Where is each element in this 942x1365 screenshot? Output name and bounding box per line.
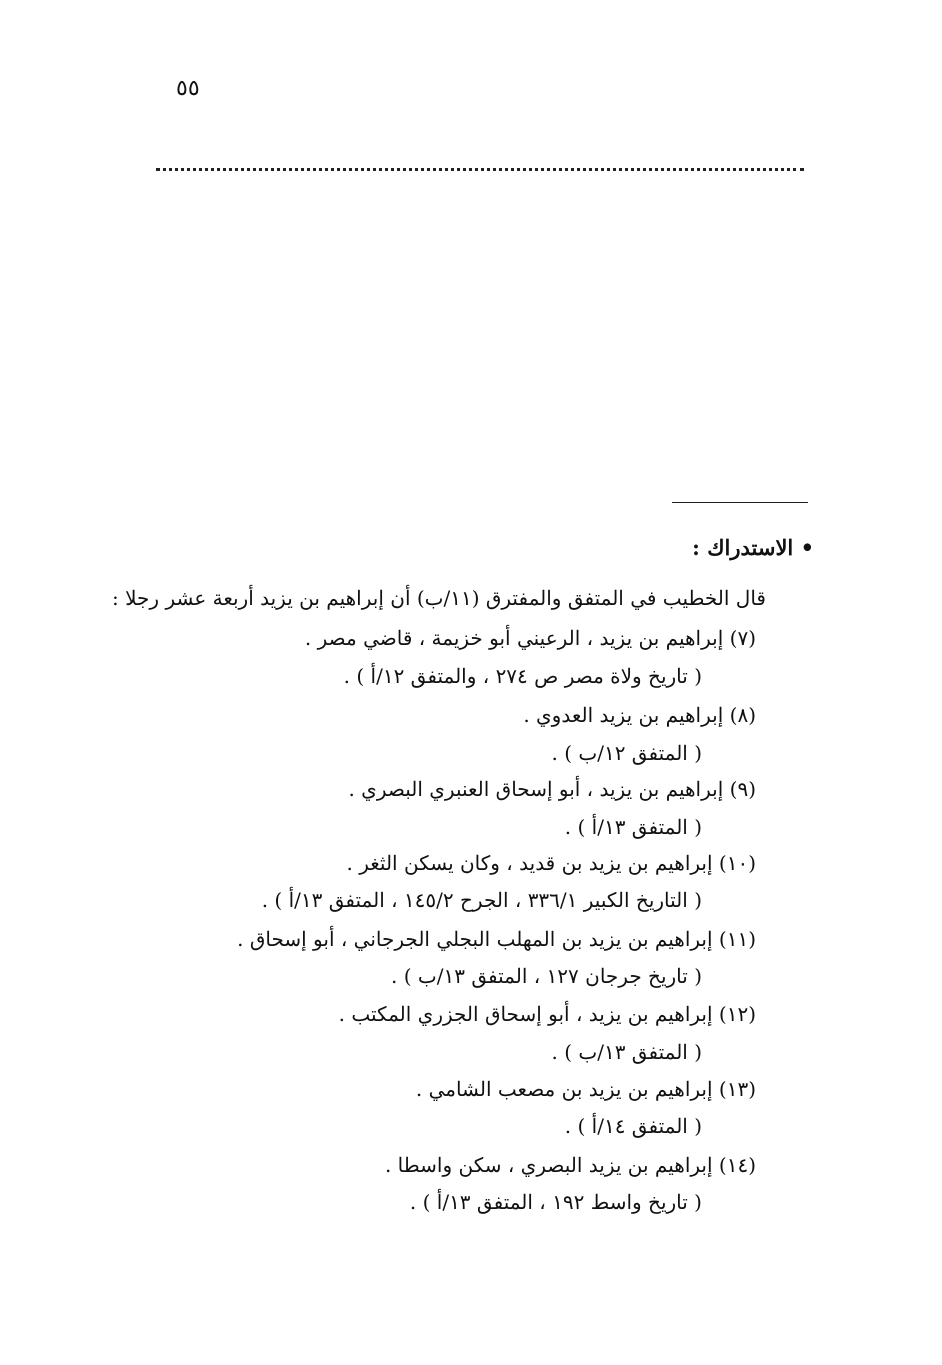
entry-line: (١١) إبراهيم بن يزيد بن المهلب البجلي الجرجاني ، أبو إسحاق . [237, 927, 756, 951]
entry-source: ( تاريخ ولاة مصر ص ٢٧٤ ، والمتفق ١٢/أ ) . [343, 664, 702, 688]
entry-source: ( المتفق ١٣/ب ) . [551, 1040, 702, 1064]
entry-source: ( المتفق ١٣/أ ) . [564, 815, 702, 839]
intro-line: قال الخطيب في المتفق والمفترق (١١/ب) أن إبراهيم بن يزيد أربعة عشر رجلا : [112, 586, 766, 610]
entry-source: ( التاريخ الكبير ٣٣٦/١ ، الجرح ١٤٥/٢ ، المتفق ١٣/أ ) . [261, 888, 702, 912]
entry-line: (١٤) إبراهيم بن يزيد البصري ، سكن واسطا . [384, 1153, 756, 1177]
entry-source: ( تاريخ جرجان ١٢٧ ، المتفق ١٣/ب ) . [391, 964, 702, 988]
footnote-rule [672, 502, 808, 503]
entry-source: ( تاريخ واسط ١٩٢ ، المتفق ١٣/أ ) . [409, 1190, 702, 1214]
page-number: ٥٥ [176, 76, 200, 101]
entry-source: ( المتفق ١٢/ب ) . [551, 741, 702, 765]
dotted-separator [156, 168, 804, 171]
entry-line: (٧) إبراهيم بن يزيد ، الرعيني أبو خزيمة ، قاضي مصر . [304, 626, 756, 650]
entry-line: (٩) إبراهيم بن يزيد ، أبو إسحاق العنبري البصري . [348, 777, 756, 801]
section-heading: • الاستدراك : [692, 535, 814, 560]
entry-line: (١٣) إبراهيم بن يزيد بن مصعب الشامي . [415, 1077, 756, 1101]
entry-line: (١٠) إبراهيم بن يزيد بن قديد ، وكان يسكن الثغر . [346, 851, 756, 875]
entry-source: ( المتفق ١٤/أ ) . [564, 1114, 702, 1138]
entry-line: (٨) إبراهيم بن يزيد العدوي . [523, 703, 756, 727]
entry-line: (١٢) إبراهيم بن يزيد ، أبو إسحاق الجزري المكتب . [338, 1002, 756, 1026]
